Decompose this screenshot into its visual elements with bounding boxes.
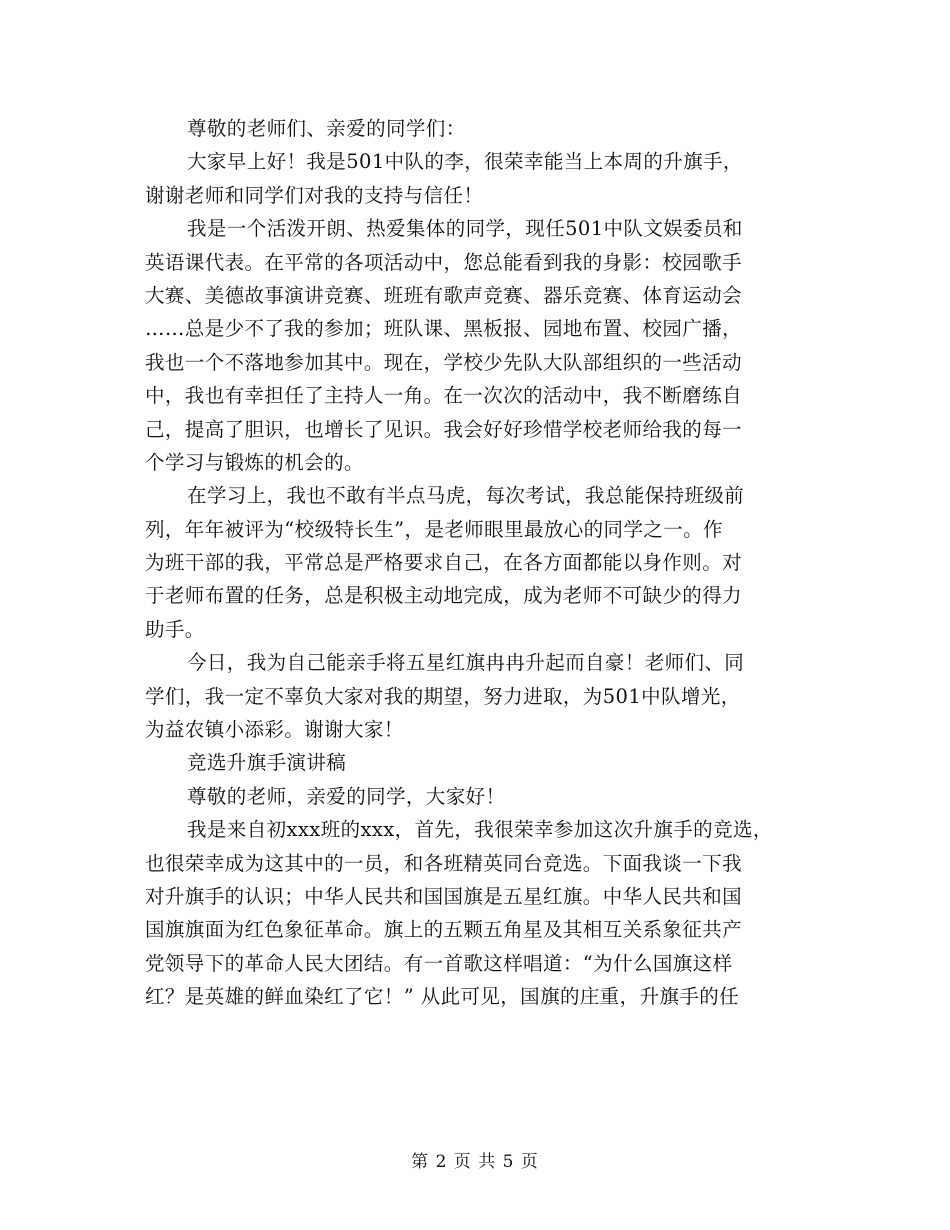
text-line: 为班干部的我，平常总是严格要求自己，在各方面都能以身作则。对: [145, 551, 743, 575]
text-line: 红？是英雄的鲜血染红了它！” 从此可见，国旗的庄重，升旗手的任: [145, 985, 740, 1009]
text-line: 中，我也有幸担任了主持人一角。在一次次的活动中，我不断磨练自: [145, 384, 743, 408]
text-line: 我是来自初xxx班的xxx，首先，我很荣幸参加这次升旗手的竞选，: [187, 818, 773, 842]
text-line: 党领导下的革命人民大团结。有一首歌这样唱道：“为什么国旗这样: [145, 951, 733, 975]
text-line: 助手。: [145, 617, 205, 641]
text-line: 也很荣幸成为这其中的一员，和各班精英同台竞选。下面我谈一下我: [145, 851, 743, 875]
text-line: 大家早上好！我是501中队的李，很荣幸能当上本周的升旗手，: [187, 150, 743, 174]
text-line: 国旗旗面为红色象征革命。旗上的五颗五角星及其相互关系象征共产: [145, 918, 743, 942]
text-line: 对升旗手的认识；中华人民共和国国旗是五星红旗。中华人民共和国: [145, 884, 743, 908]
text-line: 于老师布置的任务，总是积极主动地完成，成为老师不可缺少的得力: [145, 584, 743, 608]
text-line: 我也一个不落地参加其中。现在，学校少先队大队部组织的一些活动: [145, 350, 743, 374]
text-line: 为益农镇小添彩。谢谢大家！: [145, 718, 404, 742]
text-line: ……总是少不了我的参加；班队课、黑板报、园地布置、校园广播，: [145, 317, 743, 341]
text-line: 尊敬的老师们、亲爱的同学们：: [187, 117, 466, 140]
text-line: 在学习上，我也不敢有半点马虎，每次考试，我总能保持班级前: [187, 484, 745, 508]
text-line: 谢谢老师和同学们对我的支持与信任！: [145, 183, 484, 207]
text-line: 大赛、美德故事演讲竞赛、班班有歌声竞赛、器乐竞赛、体育运动会: [145, 283, 743, 307]
text-line: 个学习与锻炼的机会的。: [145, 450, 364, 474]
text-line: 列，年年被评为“校级特长生”，是老师眼里最放心的同学之一。作: [145, 517, 723, 541]
text-line: 己，提高了胆识，也增长了见识。我会好好珍惜学校老师给我的每一: [145, 417, 743, 441]
text-line: 今日，我为自己能亲手将五星红旗冉冉升起而自豪！老师们、同: [187, 651, 745, 675]
page-footer: 第 2 页 共 5 页: [411, 1152, 539, 1172]
text-line: 我是一个活泼开朗、热爱集体的同学，现任501中队文娱委员和: [187, 217, 743, 241]
document-body: [145, 112, 815, 1014]
text-line: 竞选升旗手演讲稿: [187, 751, 347, 775]
text-line: 学们，我一定不辜负大家对我的期望，努力进取，为501中队增光，: [145, 684, 741, 708]
text-line: 尊敬的老师，亲爱的同学，大家好！: [187, 784, 506, 808]
text-line: 英语课代表。在平常的各项活动中，您总能看到我的身影：校园歌手: [145, 250, 743, 274]
